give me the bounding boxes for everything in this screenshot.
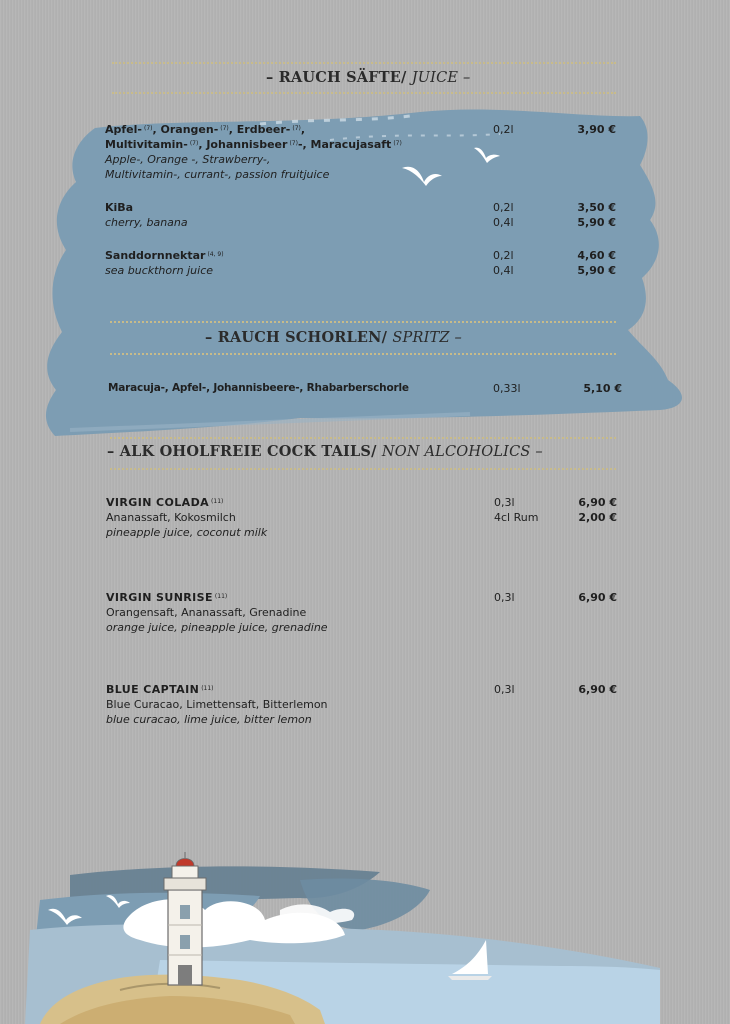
item-size: 0,3l bbox=[494, 591, 515, 604]
item-description-de: Orangensaft, Ananassaft, Grenadine bbox=[106, 606, 307, 619]
item-prices: 4,60 € 5,90 € bbox=[577, 249, 616, 277]
item-name-line-1: Apfel- $^{(7)}$, Orangen- $^{(7)}$, Erdbeer- $^{(7)}$, bbox=[105, 123, 306, 136]
item-description-en: blue curacao, lime juice, bitter lemon bbox=[106, 713, 312, 726]
spritz-section-title: – RAUCH SCHORLEN/ SPRITZ – bbox=[205, 329, 462, 346]
item-name: Sanddornnektar $^{(4, 9)}$ bbox=[105, 249, 224, 262]
item-description-de: Ananassaft, Kokosmilch bbox=[106, 511, 236, 524]
item-name: BLUE CAPTAIN $^{(11)}$ bbox=[106, 683, 214, 696]
item-name: Maracuja-, Apfel-, Johannisbeere-, Rhabarberschorle bbox=[108, 382, 409, 394]
item-name: VIRGIN COLADA $^{(11)}$ bbox=[106, 496, 224, 509]
item-name: VIRGIN SUNRISE $^{(11)}$ bbox=[106, 591, 228, 604]
item-size: 0,33l bbox=[493, 382, 521, 395]
item-name-line-2: Multivitamin- $^{(7)}$, Johannisbeer $^{(7)}$-, Maracujasaft $^{(7)}$ bbox=[105, 138, 402, 151]
item-description-en: pineapple juice, coconut milk bbox=[106, 526, 268, 539]
item-size: 0,3l bbox=[494, 683, 515, 696]
item-description-en: sea buckthorn juice bbox=[105, 264, 214, 277]
item-description-de: Blue Curacao, Limettensaft, Bitterlemon bbox=[106, 698, 328, 711]
item-sizes: 0,3l 4cl Rum bbox=[494, 496, 539, 524]
item-price: 6,90 € bbox=[578, 591, 617, 604]
cocktails-section-title: – ALK OHOLFREIE COCK TAILS/ NON ALCOHOLICS – bbox=[107, 443, 543, 460]
item-price: 6,90 € bbox=[578, 683, 617, 696]
item-prices: 6,90 € 2,00 € bbox=[578, 496, 617, 524]
item-name: KiBa bbox=[105, 201, 134, 214]
item-description-en: orange juice, pineapple juice, grenadine bbox=[106, 621, 328, 634]
item-price: 5,10 € bbox=[583, 382, 622, 395]
item-price: 3,90 € bbox=[577, 123, 616, 136]
item-description-en-2: Multivitamin-, currant-, passion fruitjuice bbox=[105, 168, 330, 181]
item-sizes: 0,2l 0,4l bbox=[493, 249, 514, 277]
item-sizes: 0,2l 0,4l bbox=[493, 201, 514, 229]
item-description-en: cherry, banana bbox=[105, 216, 188, 229]
juice-section-title: – RAUCH SÄFTE/ JUICE – bbox=[266, 69, 471, 86]
item-description-en-1: Apple-, Orange -, Strawberry-, bbox=[105, 153, 271, 166]
item-size: 0,2l bbox=[493, 123, 514, 136]
item-prices: 3,50 € 5,90 € bbox=[577, 201, 616, 229]
